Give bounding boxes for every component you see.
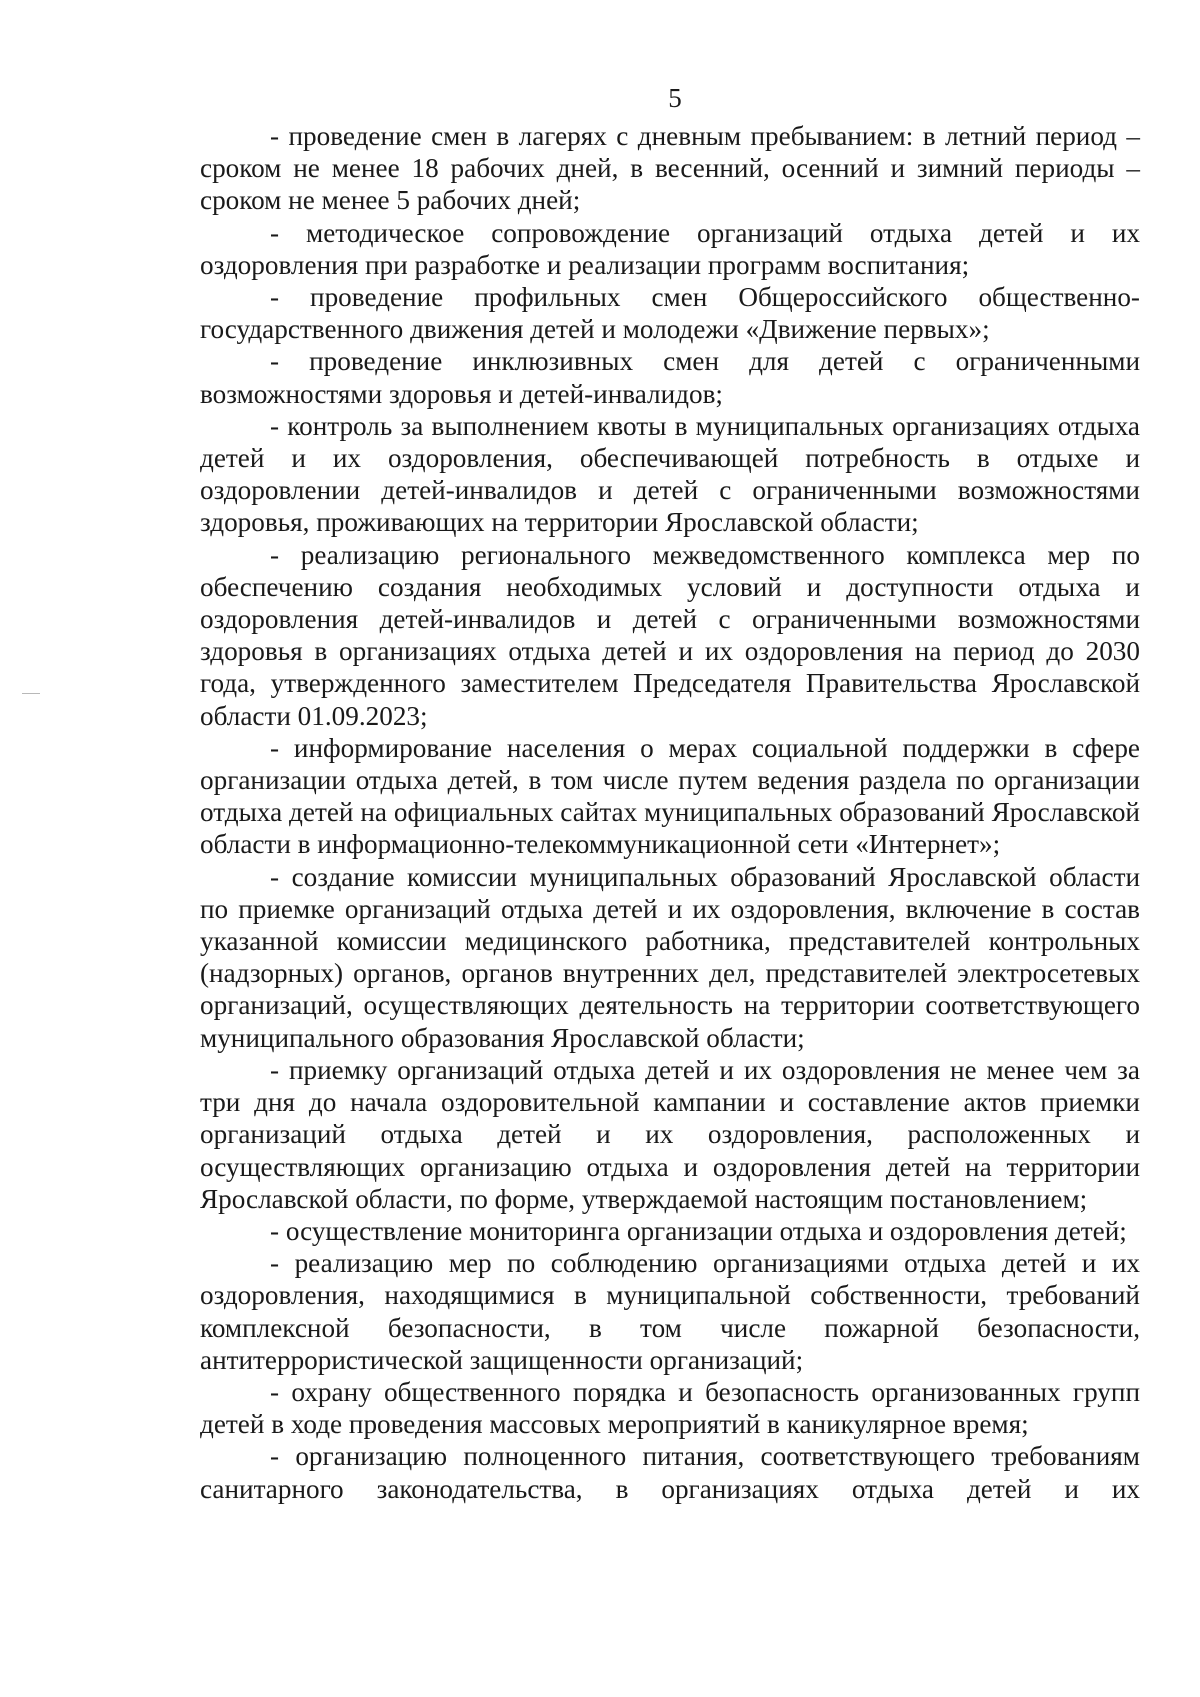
paragraph-monitoring: - осуществление мониторинга организации отдыха и оздоровления детей;	[270, 1215, 1127, 1246]
margin-mark	[22, 693, 40, 694]
paragraph-nutrition: - организацию полноценного питания, соответствующего требованиям санитарного законодательства, в организациях отдыха детей и их	[200, 1441, 1140, 1504]
paragraph-acceptance-acts: - приемку организаций отдыха детей и их оздоровления не менее чем за три дня до начала оздоровительной кампании и составление актов приемки организаций отдыха детей и их оздоровления, расположенных и осуществляющих организацию отдыха и оздоровления детей на территории Ярославской области, по форме, утверждаемой настоящим постановлением;	[200, 1054, 1140, 1214]
paragraph-inclusive-shifts: - проведение инклюзивных смен для детей с ограниченными возможностями здоровья и детей-инвалидов;	[200, 346, 1140, 409]
paragraph-methodical-support: - методическое сопровождение организаций отдыха детей и их оздоровления при разработке и реализации программ воспитания;	[200, 217, 1140, 280]
paragraph-public-order: - охрану общественного порядка и безопасность организованных групп детей в ходе проведения массовых мероприятий в каникулярное время;	[200, 1376, 1140, 1440]
paragraph-profile-shifts: - проведение профильных смен Общероссийского общественно-государственного движения детей и молодежи «Движение первых»;	[200, 282, 1140, 345]
paragraph-safety-measures: - реализацию мер по соблюдению организациями отдыха детей и их оздоровления, находящимися в муниципальной собственности, требований комплексной безопасности, в том числе пожарной безопасности, антитеррористической защищенности организаций;	[200, 1248, 1140, 1375]
paragraph-regional-complex: - реализацию регионального межведомственного комплекса мер по обеспечению создания необходимых условий и доступности отдыха и оздоровления детей-инвалидов и детей с ограниченными возможностями здоровья в организациях отдыха детей и их оздоровления на период до 2030 года, утвержденного заместителем Председателя Правительства Ярославской области 01.09.2023;	[200, 539, 1140, 731]
paragraph-day-camp-shifts: - проведение смен в лагерях с дневным пребыванием: в летний период – сроком не менее 18 рабочих дней, в весенний, осенний и зимний периоды – сроком не менее 5 рабочих дней;	[200, 121, 1140, 216]
page-number: 5	[668, 83, 682, 113]
paragraph-informing-population: - информирование населения о мерах социальной поддержки в сфере организации отдыха детей, в том числе путем ведения раздела по организации отдыха детей на официальных сайтах муниципальных образований Ярославской области в информационно-телекоммуникационной сети «Интернет»;	[200, 732, 1140, 860]
paragraph-quota-control: - контроль за выполнением квоты в муниципальных организациях отдыха детей и их оздоровления, обеспечивающей потребность в отдыхе и оздоровлении детей-инвалидов и детей с ограниченными возможностями здоровья, проживающих на территории Ярославской области;	[200, 410, 1140, 538]
paragraph-acceptance-commission: - создание комиссии муниципальных образований Ярославской области по приемке организаций отдыха детей и их оздоровления, включение в состав указанной комиссии медицинского работника, представителей контрольных (надзорных) органов, органов внутренних дел, представителей электросетевых организаций, осуществляющих деятельность на территории соответствующего муниципального образования Ярославской области;	[200, 861, 1140, 1053]
document-body	[200, 120, 1140, 1505]
